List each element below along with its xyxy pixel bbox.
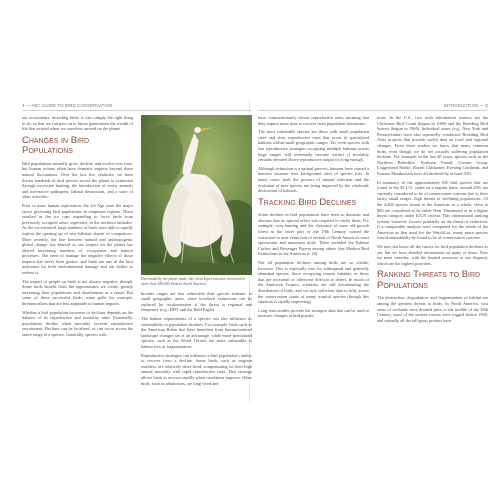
body-paragraph: The destruction, degradation, and fragmentation of habitat are among the greatest threats to birds. In North America, vast areas of wetlands were drained prior to the middle of the 20th Century, most of the eastern forests were logged before 1900, and virtually all the tall-grass prairies have	[377, 295, 488, 323]
body-paragraph: broader ranges are less vulnerable than species endemic to small geographic areas, since localized extinctions can be replaced by recolonization if the threat is regional and temporary (e.g., DDT and the Bald Eagle).	[141, 290, 252, 313]
left-column-1	[22, 115, 133, 395]
body-paragraph: Prior to mass human exploration, the Ice Age were the major factor governing bird populations in temperate regions. These resulted in the ice caps expanding to force birds from previously occupied areas, especially in the northern latitudes. As the ice retreated, large numbers of birds were able to rapidly exploit the opening up of new habitats absent of competitors. More recently, the line between natural and anthropogenic global change has blurred as our impact on the planet has altered increasing numbers of ecosystems and natural processes. The need to manage the negative effects of those impacts has never been greater, and birds are one of the best indicators for both environmental damage and our ability to redress it.	[22, 202, 133, 276]
section-heading-ranking: Ranking Threats to Bird Populations	[377, 269, 481, 291]
body-paragraph: Some declines in bird populations have been so dramatic and obvious that no special effort was required to verify them. For example, over-hunting and the clearance of most old-growth forest in the latter part of the 19th Century caused the extinction or near extinction of several of North America's most spectacular and numerous birds. These included the Eskimo Curlew and Passenger Pigeon among others (see Modern Bird Extinctions in the Americas p. 16).	[258, 212, 369, 257]
right-running-head: INTRODUCTION — 5	[258, 103, 488, 111]
right-page	[258, 103, 488, 399]
body-paragraph: We may not know all the causes for bird population declines as yet, but we have detailed information on many of them. Now we must consider, with the limited resources at our disposal, which are the highest priorities.	[377, 244, 488, 266]
body-paragraph: have commensurately slower reproductive rates, meaning that they require more time to recover from population downturns.	[258, 115, 369, 126]
body-paragraph: The habitat requirements of a species can also influence its vulnerability to population declines. For example, birds such as the American Robin that have benefited from human-induced landscape changes are at an advantage, while more specialized species, such as the Wood Thrush, are more vulnerable to habitat loss or fragmentation.	[141, 315, 252, 349]
left-running-head: 4 — ABC GUIDE TO BIRD CONSERVATION	[22, 103, 252, 111]
great-egret-photo	[141, 115, 252, 275]
left-page	[22, 103, 252, 399]
left-column-2	[141, 115, 252, 395]
body-paragraph: Reproductive strategies can influence a bird population's ability to recover from a decline. Some birds, such as migrant warblers, are relatively short-lived, compensating for their high annual mortality with rapid reproductive rates. This strategy allows birds to recover rapidly when conditions improve. Other birds, such as albatrosses, are long-lived and	[141, 352, 252, 386]
right-column-1	[258, 115, 369, 395]
body-paragraph: In summary, of the approximately 650 bird species that are found in the 50 U.S. states on a regular basis, around 25% are currently considered to be of conservation concern due to their rarity, small ranges, high threats or declining populations. Of the 4,400 species found in the Americas as a whole, close to 800 are considered to be either Near Threatened or in a higher threat category under IUCN criteria. This international ranking system, however, focuses primarily on the threat of extinction. If a comparable analysis were completed for the whole of the Americas as that used for the WatchList, many more species would undoubtedly be found to be of conservation concern.	[377, 179, 488, 241]
section-heading-changes: Changes in Bird Populations	[22, 134, 90, 157]
body-paragraph: The impact of people on birds is not always negative, though. Some birds benefit from the opportunities we create, greatly increasing their populations and distributions as a result. But some of these successful birds, some gulls for example, threaten others that are less adaptable to human impacts.	[22, 278, 133, 307]
body-paragraph: Whether a bird population increases or declines depends on the balance of its reproductive and mortality rates. Essentially, populations decline when mortality exceeds reproductive recruitment. Declines can be localized, or can occur across the entire range of a species. Generally, species with	[22, 309, 133, 337]
body-paragraph: tions. In the U.S., two such information sources are the Christmas Bird Count (begun in 1900) and the Breeding Bird Survey (begun in 1965). Individual states (e.g., New York and Pennsylvania) have also repeatedly conducted Breeding Bird Atlas projects that provide useful data on local and regional changes. From these studies we know that many common birds, even though we do not actually suffering population declines. For example, in the last 40 years, species such as the Northern Bobwhite, Northern Pintail, Greater Scaup, Loggerhead Shrike, Boreal Chickadee, Evening Grosbeak, and Eastern Meadowlark have all declined by at least 50%.	[377, 115, 488, 176]
body-paragraph: The most vulnerable species are those with small population sizes and slow reproductive rates that occur in specialized habitats within small geographic ranges. Yet, even species with fast reproductive strategies occupying multiple habitats across large ranges will eventually become extinct if mortality remains elevated above reproductive output for long enough.	[258, 129, 369, 163]
intro-paragraph: our ecosystems, including birds, is also simply the right thing to do, so that we can pass on to future generations the wealth of life that existed when we ourselves arrived on the planet.	[22, 115, 133, 132]
body-paragraph: Although extinction is a natural process, humans have caused a massive increase over background rates of species loss. In many cases, both the process of natural selection and the evolution of new species are being impacted by the wholesale destruction of habitats.	[258, 165, 369, 194]
left-page-columns	[22, 115, 252, 395]
body-paragraph: Long-term studies provide the strongest data that can be used to measure changes in bird popula-	[258, 307, 369, 319]
body-paragraph: Bird populations naturally grow, decline, and evolve over time, but human actions often have dramatic impacts beyond these natural fluctuations. Over the last five centuries, we have driven hundreds of bird species across the planet to extinction through excessive hunting, the introduction of exotic animals and non-native pathogens, habitat destruction, and a suite of other activities.	[22, 160, 133, 200]
photo-caption: Decimated by the plume trade, the Great Egret has now recovered to more than 180,000 birds in North America.	[141, 277, 246, 286]
egret-illustration	[141, 115, 252, 275]
body-paragraph: Not all population declines among birds are so visible, however. This is especially true for widespread and generally abundant species, those occupying remote habitats, or those that are nocturnal or otherwise difficult to detect. In much of the American Tropics, scientists are still documenting the distribution of birds, and we lack sufficient data to fully assess the conservation status of many tropical species (though this situation is rapidly improving).	[258, 259, 369, 305]
right-column-2	[377, 115, 488, 395]
right-page-columns	[258, 115, 488, 395]
section-heading-tracking: Tracking Bird Declines	[258, 196, 357, 208]
